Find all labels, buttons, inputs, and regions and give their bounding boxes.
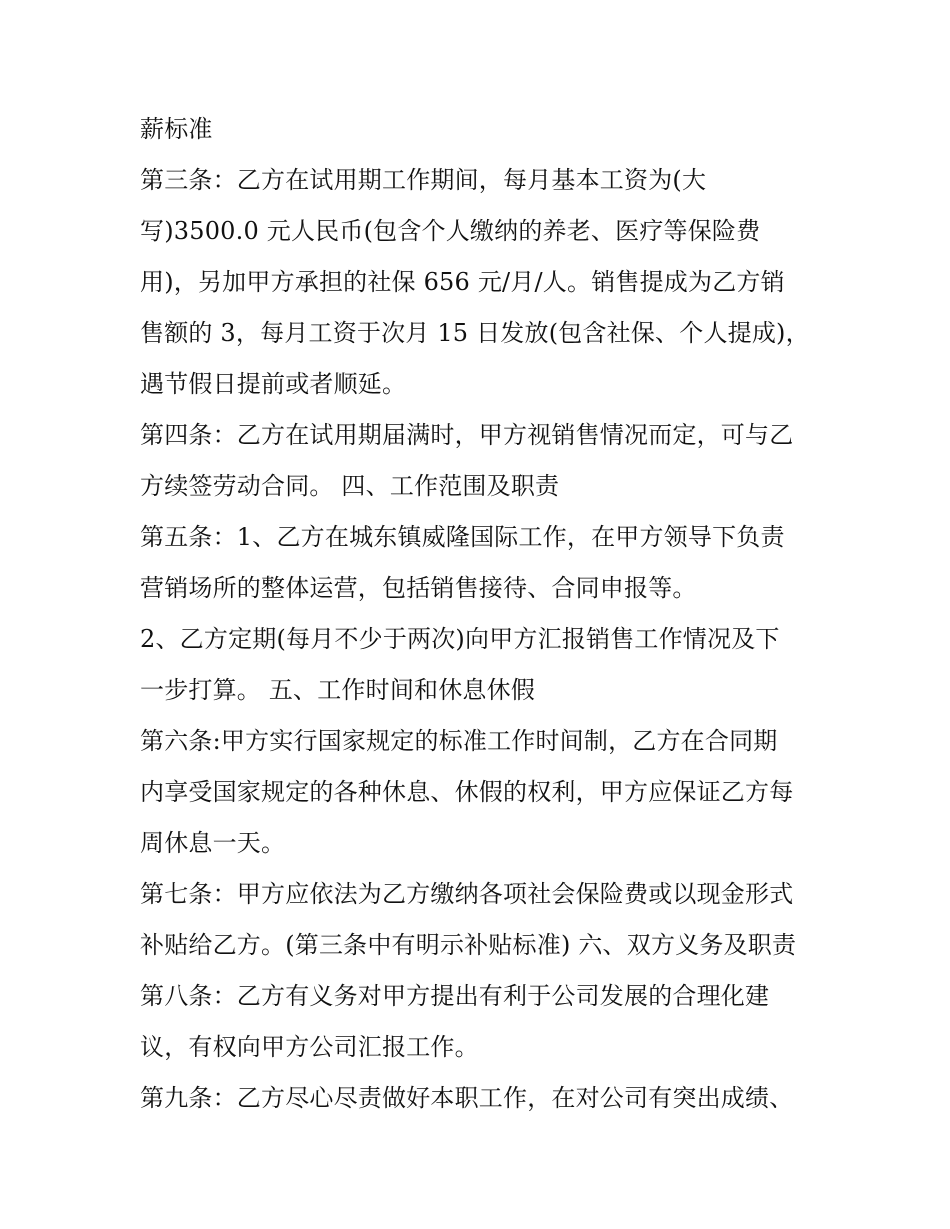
- text-line: 第六条:甲方实行国家规定的标准工作时间制，乙方在合同期: [140, 727, 778, 755]
- document-body: [140, 108, 830, 1128]
- text-line: 遇节假日提前或者顺延。: [140, 370, 407, 398]
- text-line: 方续签劳动合同。 四、工作范围及职责: [140, 472, 560, 500]
- text-line: 第三条：乙方在试用期工作期间，每月基本工资为(大: [140, 166, 707, 194]
- text-line: 议，有权向甲方公司汇报工作。: [140, 1033, 479, 1061]
- text-line: 第八条：乙方有义务对甲方提出有利于公司发展的合理化建: [140, 982, 770, 1010]
- text-line: 营销场所的整体运营，包括销售接待、合同申报等。: [140, 574, 697, 602]
- text-line: 写)3500.0 元人民币(包含个人缴纳的养老、医疗等保险费: [140, 217, 761, 245]
- text-line: 薪标准: [140, 115, 213, 143]
- text-line: 第九条：乙方尽心尽责做好本职工作，在对公司有突出成绩、: [140, 1084, 794, 1112]
- text-line: 第四条：乙方在试用期届满时，甲方视销售情况而定，可与乙: [140, 421, 794, 449]
- text-line: 第七条：甲方应依法为乙方缴纳各项社会保险费或以现金形式: [140, 880, 794, 908]
- text-line: 补贴给乙方。(第三条中有明示补贴标准) 六、双方义务及职责: [140, 931, 797, 959]
- text-line: 第五条：1、乙方在城东镇威隆国际工作，在甲方领导下负责: [140, 523, 785, 551]
- text-line: 2、乙方定期(每月不少于两次)向甲方汇报销售工作情况及下: [140, 625, 780, 653]
- text-line: 内享受国家规定的各种休息、休假的权利，甲方应保证乙方每: [140, 778, 794, 806]
- text-line: 一步打算。 五、工作时间和休息休假: [140, 676, 536, 704]
- text-line: 用)，另加甲方承担的社保 656 元/月/人。销售提成为乙方销: [140, 268, 785, 296]
- text-line: 周休息一天。: [140, 829, 286, 857]
- text-line: 售额的 3，每月工资于次月 15 日发放(包含社保、个人提成)，: [140, 319, 810, 347]
